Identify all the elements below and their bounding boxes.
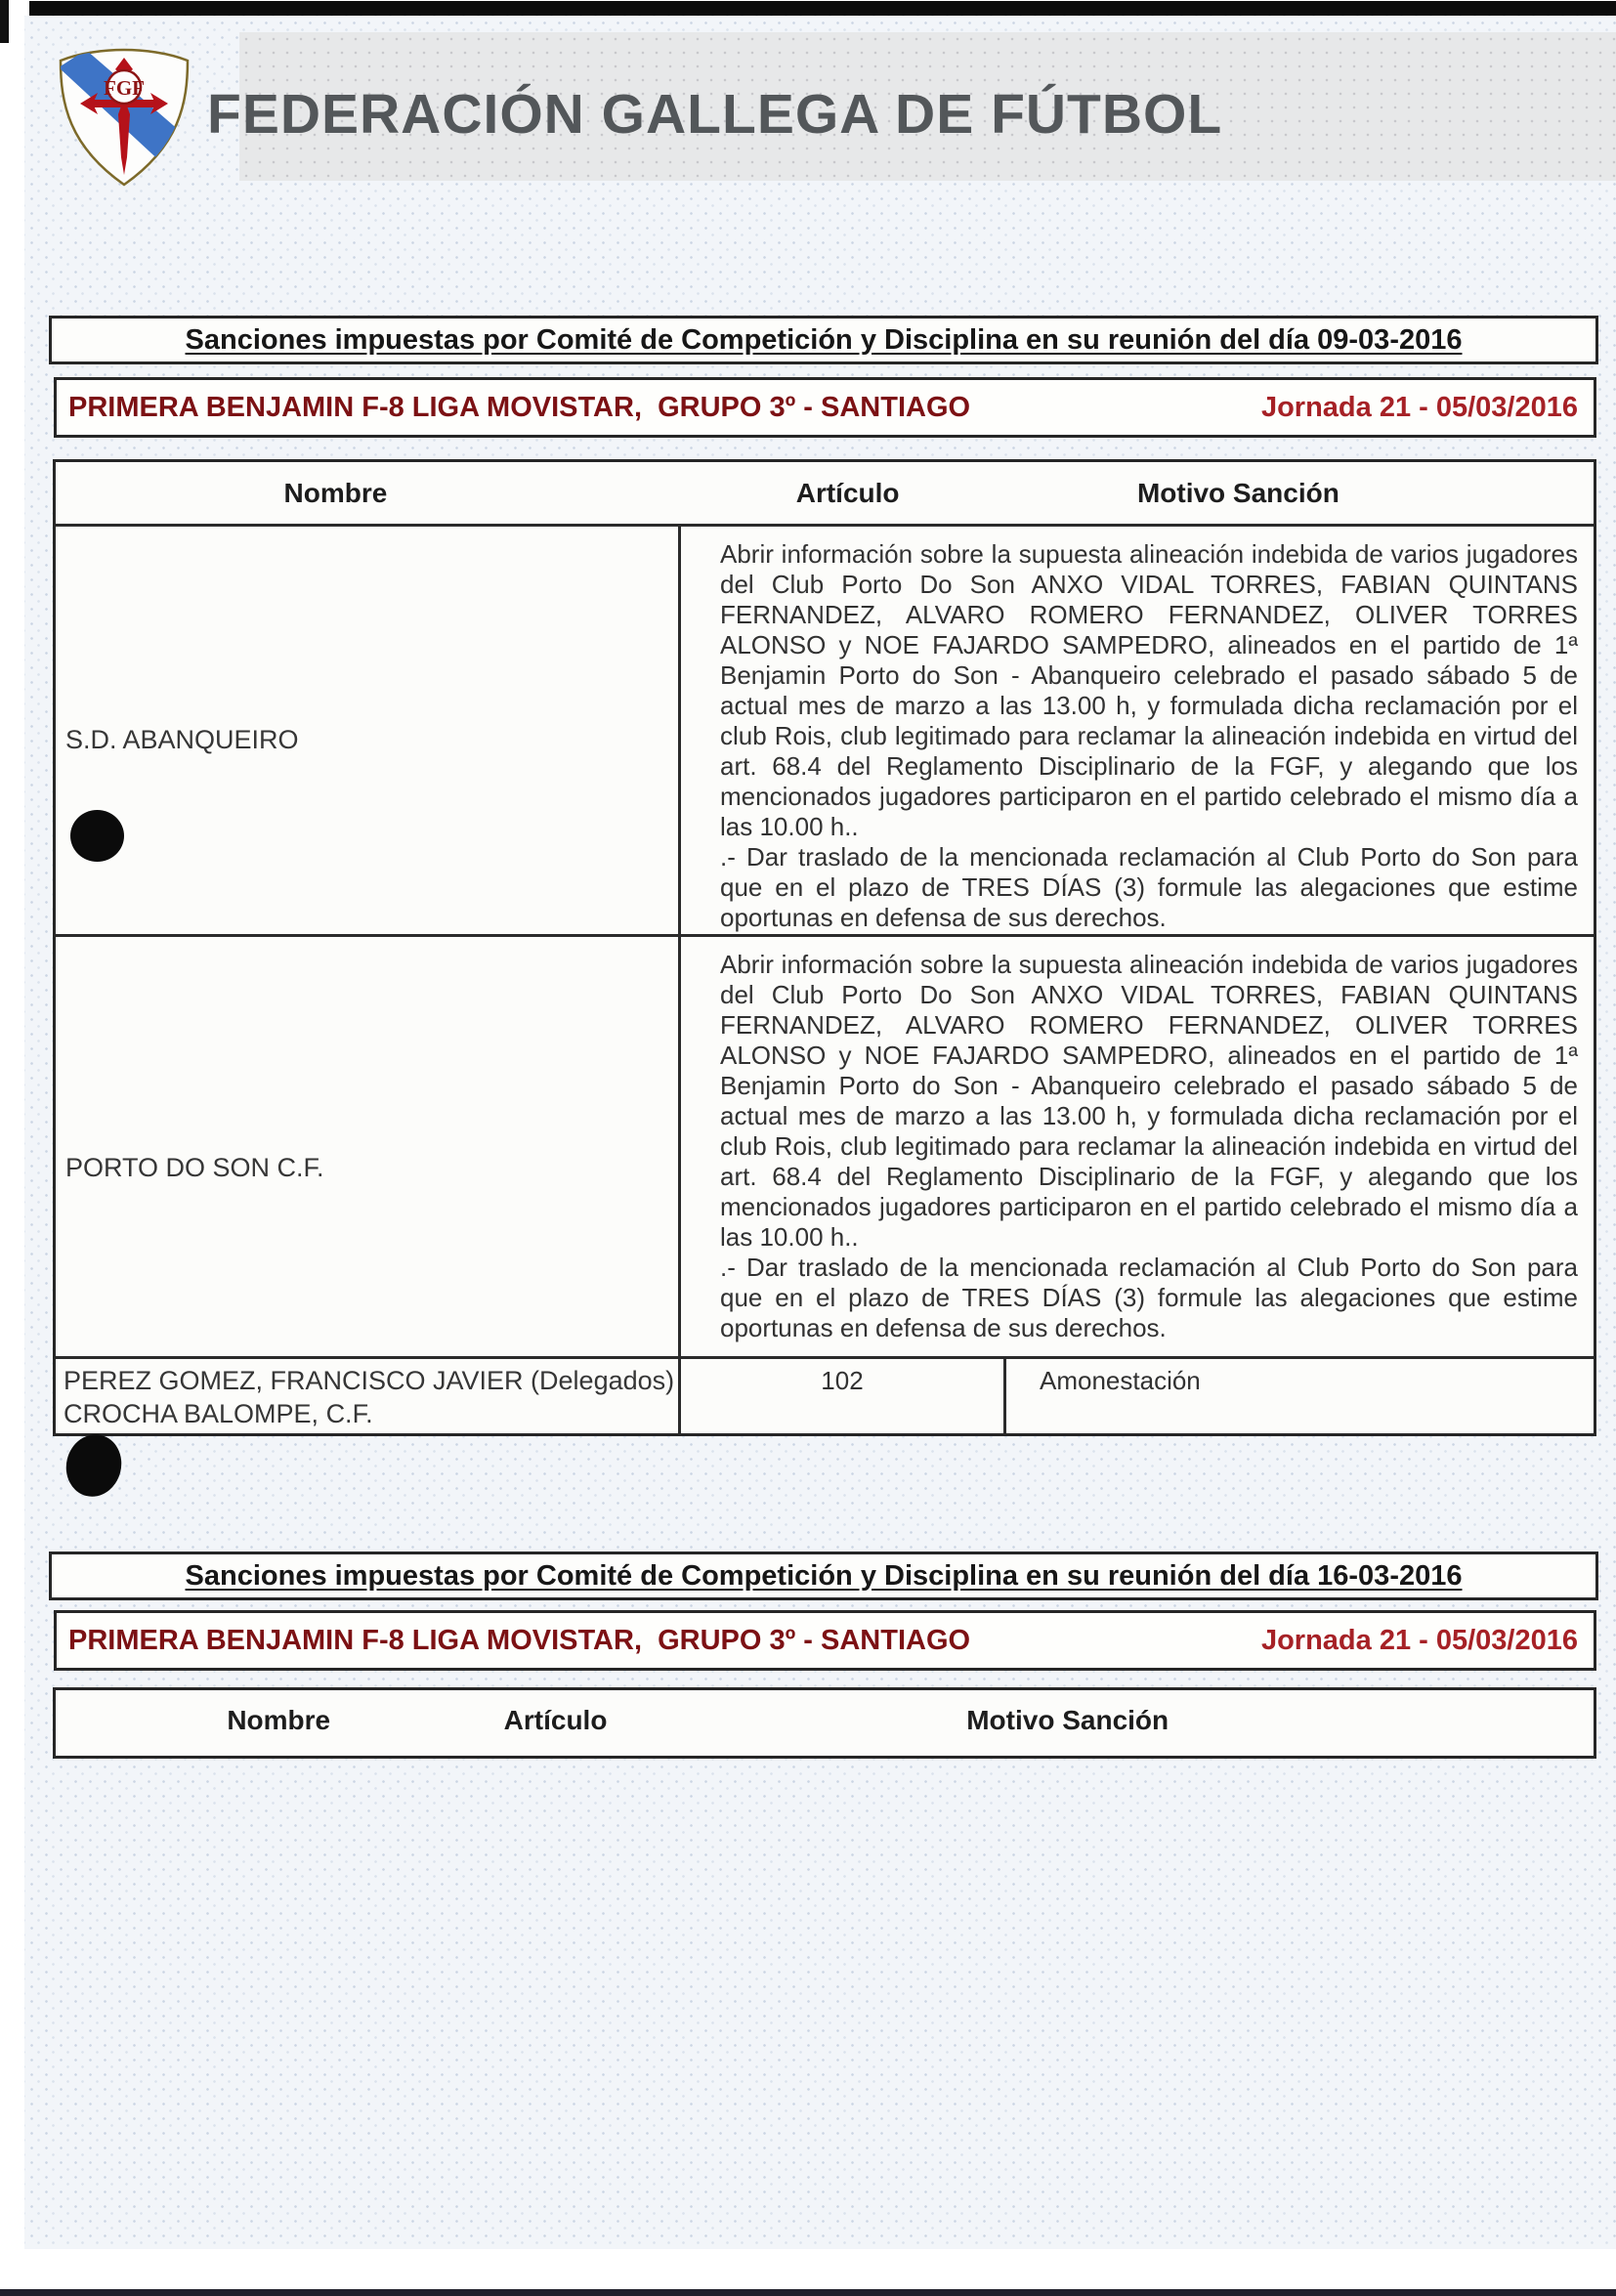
section-title-1 [49, 316, 1598, 364]
org-title: FEDERACIÓN GALLEGA DE FÚTBOL [207, 83, 1223, 146]
sanction-text-paragraph: .- Dar traslado de la mencionada reclamación al Club Porto do Son para que en el plazo de TRES DÍAS (3) formule las alegaciones que estime oportunas en defensa de sus derechos. [720, 842, 1578, 932]
scan-edge-corner-mark [0, 0, 9, 43]
column-header-articulo: Artículo [503, 1704, 608, 1735]
club-name: S.D. ABANQUEIRO [65, 725, 299, 754]
sanction-text-cell [681, 527, 1594, 934]
club-name: PORTO DO SON C.F. [65, 1153, 324, 1182]
sanction-text-paragraph: .- Dar traslado de la mencionada reclamación al Club Porto do Son para que en el plazo de TRES DÍAS (3) formule las alegaciones que estime oportunas en defensa de sus derechos. [720, 1253, 1578, 1342]
section-title-text: Sanciones impuestas por Comité de Competición y Disciplina en su reunión del día 09-03-2016 [185, 323, 1463, 356]
sanction-text-paragraph: Abrir información sobre la supuesta alineación indebida de varios jugadores del Club Porto Do Son ANXO VIDAL TORRES, FABIAN QUINTANS FERNANDEZ, ALVARO ROMERO FERNANDEZ, OLIVER TORRES ALONSO y NOE FAJARDO SAMPEDRO, alineados en el partido de 1ª Benjamin Porto do Son - Abanqueiro celebrado el pasado sábado 5 de actual mes de marzo a las 13.00 h, y formulada dicha reclamación por el club Rois, club legitimado para reclamar la alineación indebida en virtud del art. 68.4 del Reglamento Disciplinario de la FGF, y alegando que los mencionados jugadores participaron en el partido celebrado el mismo día a las 10.00 h.. [720, 950, 1578, 1252]
table-header-row [56, 1690, 1594, 1750]
sanctions-table-2 [53, 1687, 1596, 1759]
articulo-cell: 102 [681, 1359, 1006, 1433]
sanctions-table-1 [53, 459, 1596, 1436]
sanction-text-paragraph: Abrir información sobre la supuesta alineación indebida de varios jugadores del Club Porto Do Son ANXO VIDAL TORRES, FABIAN QUINTANS FERNANDEZ, ALVARO ROMERO FERNANDEZ, OLIVER TORRES ALONSO y NOE FAJARDO SAMPEDRO, alineados en el partido de 1ª Benjamin Porto do Son - Abanqueiro celebrado el pasado sábado 5 de actual mes de marzo a las 13.00 h, y formulada dicha reclamación por el club Rois, club legitimado para reclamar la alineación indebida en virtud del art. 68.4 del Reglamento Disciplinario de la FGF, y alegando que los mencionados jugadores participaron en el partido celebrado el mismo día a las 10.00 h.. [720, 539, 1578, 841]
league-header-1 [54, 377, 1596, 438]
hole-punch-mark [70, 810, 124, 862]
column-header-motivo: Motivo Sanción [966, 1704, 1169, 1735]
column-header-nombre: Nombre [227, 1704, 331, 1735]
jornada-label: Jornada 21 - 05/03/2016 [1260, 1624, 1578, 1656]
crest-monogram: FGF [104, 76, 145, 100]
table-row [56, 524, 1594, 934]
jornada-label: Jornada 21 - 05/03/2016 [1260, 391, 1578, 423]
sanction-text-cell [681, 937, 1594, 1356]
section-title-2 [49, 1552, 1598, 1600]
league-name: PRIMERA BENJAMIN F-8 LIGA MOVISTAR, GRUPO 3º - SANTIAGO [68, 391, 971, 423]
scan-edge-top-bar [29, 1, 1616, 16]
scan-edge-bottom-bar [0, 2289, 1616, 2296]
person-name: PEREZ GOMEZ, FRANCISCO JAVIER (Delegados) [64, 1366, 675, 1395]
column-header-articulo: Artículo [795, 477, 900, 508]
column-header-nombre: Nombre [283, 477, 388, 508]
table-header-row [56, 462, 1594, 524]
section-title-text: Sanciones impuestas por Comité de Competición y Disciplina en su reunión del día 16-03-2016 [185, 1559, 1463, 1592]
fgf-crest-icon [51, 43, 197, 191]
table-row [56, 1356, 1594, 1433]
league-header-2 [54, 1610, 1596, 1671]
motivo-cell: Amonestación [1040, 1366, 1201, 1395]
person-name-cell [56, 1359, 681, 1433]
league-name: PRIMERA BENJAMIN F-8 LIGA MOVISTAR, GRUPO 3º - SANTIAGO [68, 1624, 971, 1656]
column-header-motivo: Motivo Sanción [1136, 477, 1340, 508]
club-name-cell [56, 937, 681, 1356]
person-club: CROCHA BALOMPE, C.F. [64, 1399, 373, 1428]
table-row [56, 934, 1594, 1356]
club-name-cell [56, 527, 681, 934]
